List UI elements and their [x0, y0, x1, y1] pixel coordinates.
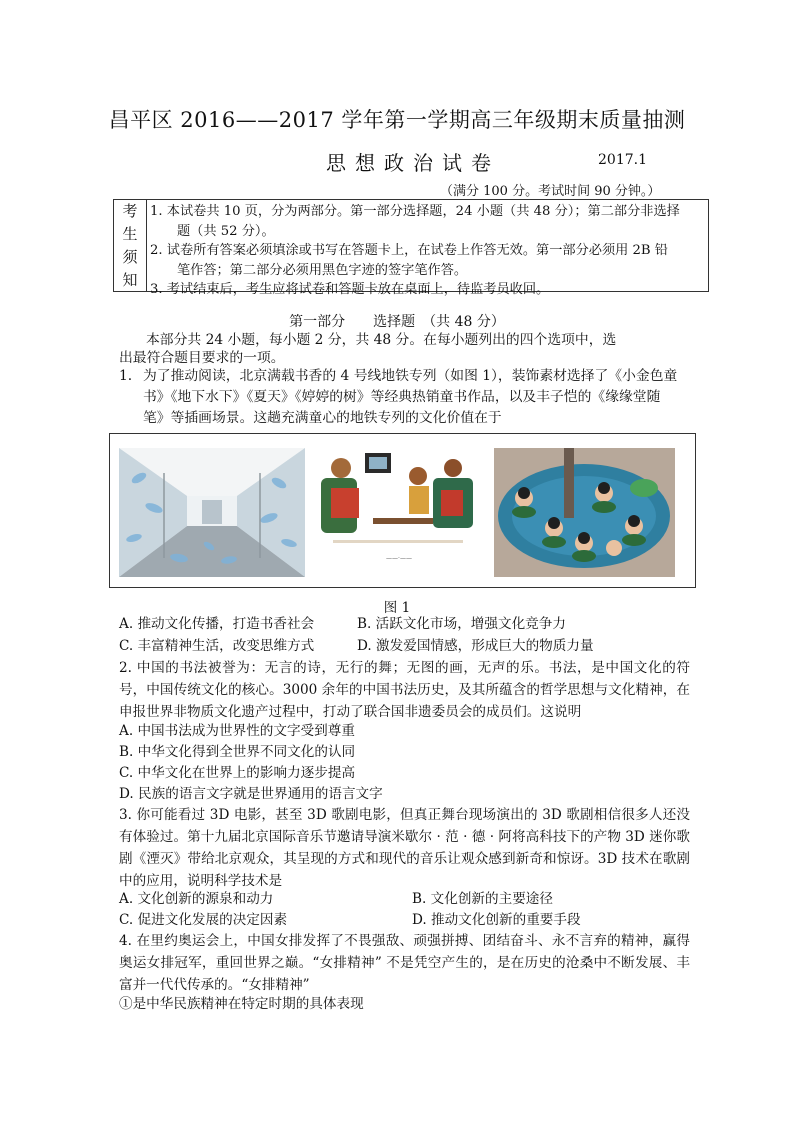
notice-item-3: 3. 考试结束后，考生应将试卷和答题卡放在桌面上，待监考员收回。 — [150, 282, 550, 297]
q3-stem: 3. 你可能看过 3D 电影，甚至 3D 歌剧电影，但真正舞台现场演出的 3D 歌剧相信很多人还没有体验过。第十九届北京国际音乐节邀请导演米歇尔 · 范 · 德 · 阿将高科技下的产物 3D 迷你歌剧《湮灭》带给北京观众，其呈现的方式和现代的音乐让观众感到新奇和惊讶。3D 技术在歌剧中的应用，说明科学技术是 — [119, 807, 690, 889]
q4-stem: 4. 在里约奥运会上，中国女排发挥了不畏强敌、顽强拼搏、团结奋斗、永不言弃的精神，赢得奥运女排冠军，重回世界之巅。“女排精神” 不是凭空产生的，是在历史的沧桑中不断发展、丰富并一代代传承的。“女排精神” — [119, 933, 690, 993]
q1-line2: 书》《地下水下》《夏天》《婷婷的树》等经典热销童书作品，以及丰子恺的《缘缘堂随 — [143, 389, 661, 405]
q3-option-a: A. 文化创新的源泉和动力 — [119, 891, 274, 907]
notice-label: 考生须知 — [114, 200, 147, 291]
q3-option-d: D. 推动文化创新的重要手段 — [412, 912, 581, 928]
q2-option-a: A. 中国书法成为世界性的文字受到尊重 — [119, 723, 355, 739]
q1-line3: 笔》等插画场景。这趟充满童心的地铁专列的文化价值在于 — [143, 410, 502, 426]
q3-option-c: C. 促进文化发展的决定因素 — [119, 912, 288, 928]
q2-option-d: D. 民族的语言文字就是世界通用的语言文字 — [119, 786, 383, 802]
notice-item-1: 1. 本试卷共 10 页，分为两部分。第一部分选择题，24 小题（共 48 分）；第二部分非选择 — [150, 204, 680, 219]
notice-item-1-cont: 题（共 52 分）。 — [177, 223, 275, 239]
q4-item-1: ①是中华民族精神在特定时期的具体表现 — [119, 996, 364, 1012]
q2-stem: 2. 中国的书法被誉为：无言的诗，无行的舞；无图的画，无声的乐。书法，是中国文化的符号，中国传统文化的核心。3000 余年的中国书法历史，及其所蕴含的哲学思想与文化精神，在申报世界非物质文化遗产过程中，打动了联合国非遗委员会的成员们。这说明 — [119, 660, 690, 720]
q1-number: 1. — [119, 368, 133, 384]
part1-intro-line1: 本部分共 24 小题，每小题 2 分，共 48 分。在每小题列出的四个选项中，选 — [146, 332, 617, 348]
q2-option-b: B. 中华文化得到全世界不同文化的认同 — [119, 744, 356, 760]
subway-interior-image — [119, 448, 305, 577]
notice-item-2: 2. 试卷所有答案必须填涂或书写在答题卡上，在试卷上作答无效。第一部分必须用 2B 铅 — [150, 243, 668, 258]
q1-option-d: D. 激发爱国情感，形成巨大的物质力量 — [357, 638, 594, 654]
part1-intro-line2: 出最符合题目要求的一项。 — [119, 350, 285, 366]
notice-item-2-cont: 笔作答；第二部分必须用黑色字迹的签字笔作答。 — [177, 262, 468, 278]
q1-option-b: B. 活跃文化市场，增强文化竞争力 — [357, 616, 566, 632]
svg-text:——·——: ——·—— — [386, 555, 412, 562]
part1-heading: 第一部分 选择题 （共 48 分） — [289, 314, 505, 330]
exam-note: （满分 100 分。考试时间 90 分钟。） — [440, 184, 661, 199]
picture-book-illustration — [313, 448, 485, 577]
question-1 — [119, 366, 719, 429]
children-painting-image — [494, 448, 675, 577]
q1-line1: 为了推动阅读，北京满载书香的 4 号线地铁专列（如图 1），装饰素材选择了《小金色童 — [143, 368, 678, 384]
q1-option-c: C. 丰富精神生活，改变思维方式 — [119, 638, 315, 654]
q2-option-c: C. 中华文化在世界上的影响力逐步提高 — [119, 765, 356, 781]
figure-1 — [109, 433, 696, 588]
q3-option-b: B. 文化创新的主要途径 — [412, 891, 553, 907]
exam-subject: 思想政治试卷 — [326, 151, 500, 175]
exam-date: 2017.1 — [598, 152, 647, 168]
notice-items — [150, 202, 704, 300]
q1-option-a: A. 推动文化传播，打造书香社会 — [119, 616, 315, 632]
candidate-notice-box — [113, 199, 709, 297]
exam-title: 昌平区 2016——2017 学年第一学期高三年级期末质量抽测 — [108, 108, 686, 132]
figure-1-caption: 图 1 — [383, 600, 411, 616]
